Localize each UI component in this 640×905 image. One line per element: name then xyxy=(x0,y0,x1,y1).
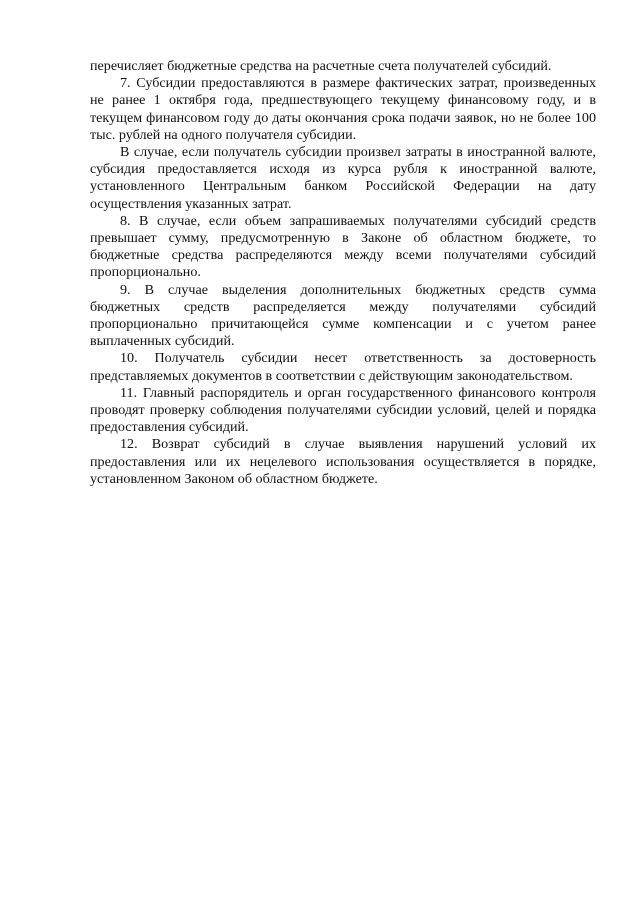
paragraph-item-11: 11. Главный распорядитель и орган государственного финансового контроля проводят проверку соблюдения получателями субсидии условий, целей и порядка предоставления субсидий. xyxy=(90,384,596,436)
paragraph-item-7: 7. Субсидии предоставляются в размере фактических затрат, произведенных не ранее 1 октября года, предшествующего текущему финансовому году, и в текущем финансовом году до даты окончания срока подачи заявок, но не более 100 тыс. рублей на одного получателя субсидии. xyxy=(90,75,596,143)
paragraph-foreign-currency: В случае, если получатель субсидии произвел затраты в иностранной валюте, субсидия предоставляется исходя из курса рубля к иностранной валюте, установленного Центральным банком Российской Федерации на дату осуществления указанных затрат. xyxy=(90,144,596,212)
paragraph-continuation: перечисляет бюджетные средства на расчетные счета получателей субсидий. xyxy=(90,58,552,74)
document-page xyxy=(90,58,596,488)
paragraph-item-8: 8. В случае, если объем запрашиваемых получателями субсидий средств превышает сумму, предусмотренную в Законе об областном бюджете, то бюджетные средства распределяются между всеми получателями субсидий пропорционально. xyxy=(90,212,596,281)
paragraph-item-12: 12. Возврат субсидий в случае выявления нарушений условий их предоставления или их нецелевого использования осуществляется в порядке, установленном Законом об областном бюджете. xyxy=(90,436,596,487)
paragraph-item-10: 10. Получатель субсидии несет ответственность за достоверность представляемых документов в соответствии с действующим законодательством. xyxy=(90,350,596,384)
paragraph-item-9: 9. В случае выделения дополнительных бюджетных средств сумма бюджетных средств распределяется между получателями субсидий пропорционально причитающейся сумме компенсации и с учетом ранее выплаченных субсидий. xyxy=(90,281,596,350)
